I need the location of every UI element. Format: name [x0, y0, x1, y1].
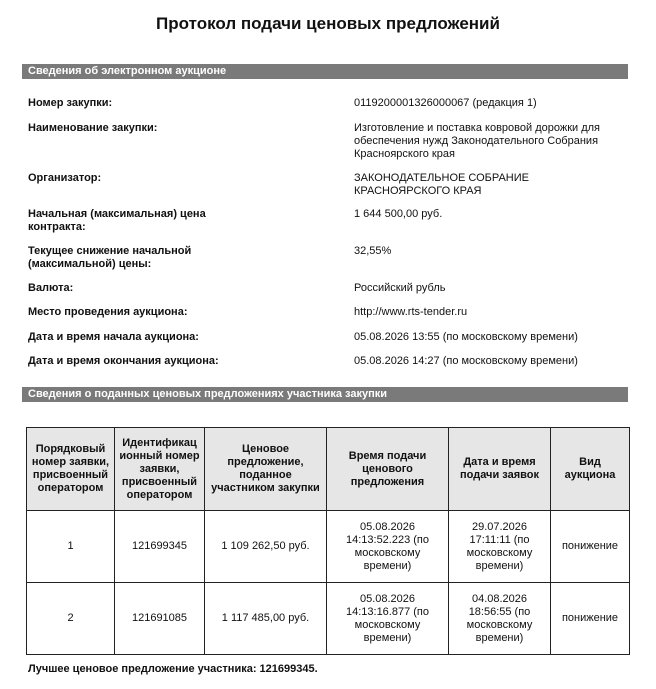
info-label: Организатор:	[28, 172, 102, 184]
table-row	[27, 583, 630, 655]
info-label: Место проведения аукциона:	[28, 306, 188, 318]
document-title: Протокол подачи ценовых предложений	[156, 14, 500, 33]
table-cell: понижение	[551, 511, 630, 583]
info-value: 1 644 500,00 руб.	[354, 208, 443, 220]
best-offer-note: Лучшее ценовое предложение участника: 121699345.	[28, 663, 318, 675]
info-value: 05.08.2026 13:55 (по московскому времени)	[354, 331, 578, 343]
info-value: Российский рубль	[354, 282, 446, 294]
column-header: Вид аукциона	[551, 428, 630, 511]
column-header: Время подачи ценового предложения	[327, 428, 449, 511]
table-cell: 1	[27, 511, 115, 583]
table-cell: 1 117 485,00 руб.	[205, 583, 327, 655]
column-header: Порядковый номер заявки, присвоенный оператором	[27, 428, 115, 511]
column-header: Идентификац ионный номер заявки, присвоенный оператором	[115, 428, 205, 511]
info-value: Изготовление и поставка ковровой дорожки для обеспечения нужд Законодательного Собрания Красноярского края	[354, 122, 601, 160]
section-header-bids: Сведения о поданных ценовых предложениях участника закупки	[22, 387, 628, 402]
info-value: ЗАКОНОДАТЕЛЬНОЕ СОБРАНИЕ КРАСНОЯРСКОГО КРАЯ	[354, 172, 529, 197]
info-label: Дата и время начала аукциона:	[28, 331, 199, 343]
table-cell: понижение	[551, 583, 630, 655]
table-cell: 121691085	[115, 583, 205, 655]
info-label: Дата и время окончания аукциона:	[28, 355, 219, 367]
table-cell: 04.08.2026 18:56:55 (по московскому времени)	[449, 583, 551, 655]
info-value: http://www.rts-tender.ru	[354, 306, 468, 318]
column-header: Дата и время подачи заявок	[449, 428, 551, 511]
table-cell: 1 109 262,50 руб.	[205, 511, 327, 583]
info-label: Валюта:	[28, 282, 74, 294]
table-cell: 2	[27, 583, 115, 655]
table-cell: 29.07.2026 17:11:11 (по московскому времени)	[449, 511, 551, 583]
info-label: Номер закупки:	[28, 97, 113, 109]
info-label: Наименование закупки:	[28, 122, 158, 134]
info-label: Текущее снижение начальной (максимальной) цены:	[28, 245, 192, 270]
info-value: 32,55%	[354, 245, 392, 257]
info-label: Начальная (максимальная) цена контракта:	[28, 208, 206, 233]
section-header-auction: Сведения об электронном аукционе	[22, 64, 628, 79]
table-row	[27, 511, 630, 583]
table-cell: 121699345	[115, 511, 205, 583]
info-value: 0119200001326000067 (редакция 1)	[354, 97, 537, 109]
table-header-row	[27, 428, 630, 511]
bids-table	[26, 427, 630, 655]
column-header: Ценовое предложение, поданное участником закупки	[205, 428, 327, 511]
info-value: 05.08.2026 14:27 (по московскому времени)	[354, 355, 578, 367]
table-cell: 05.08.2026 14:13:16.877 (по московскому времени)	[327, 583, 449, 655]
table-cell: 05.08.2026 14:13:52.223 (по московскому времени)	[327, 511, 449, 583]
